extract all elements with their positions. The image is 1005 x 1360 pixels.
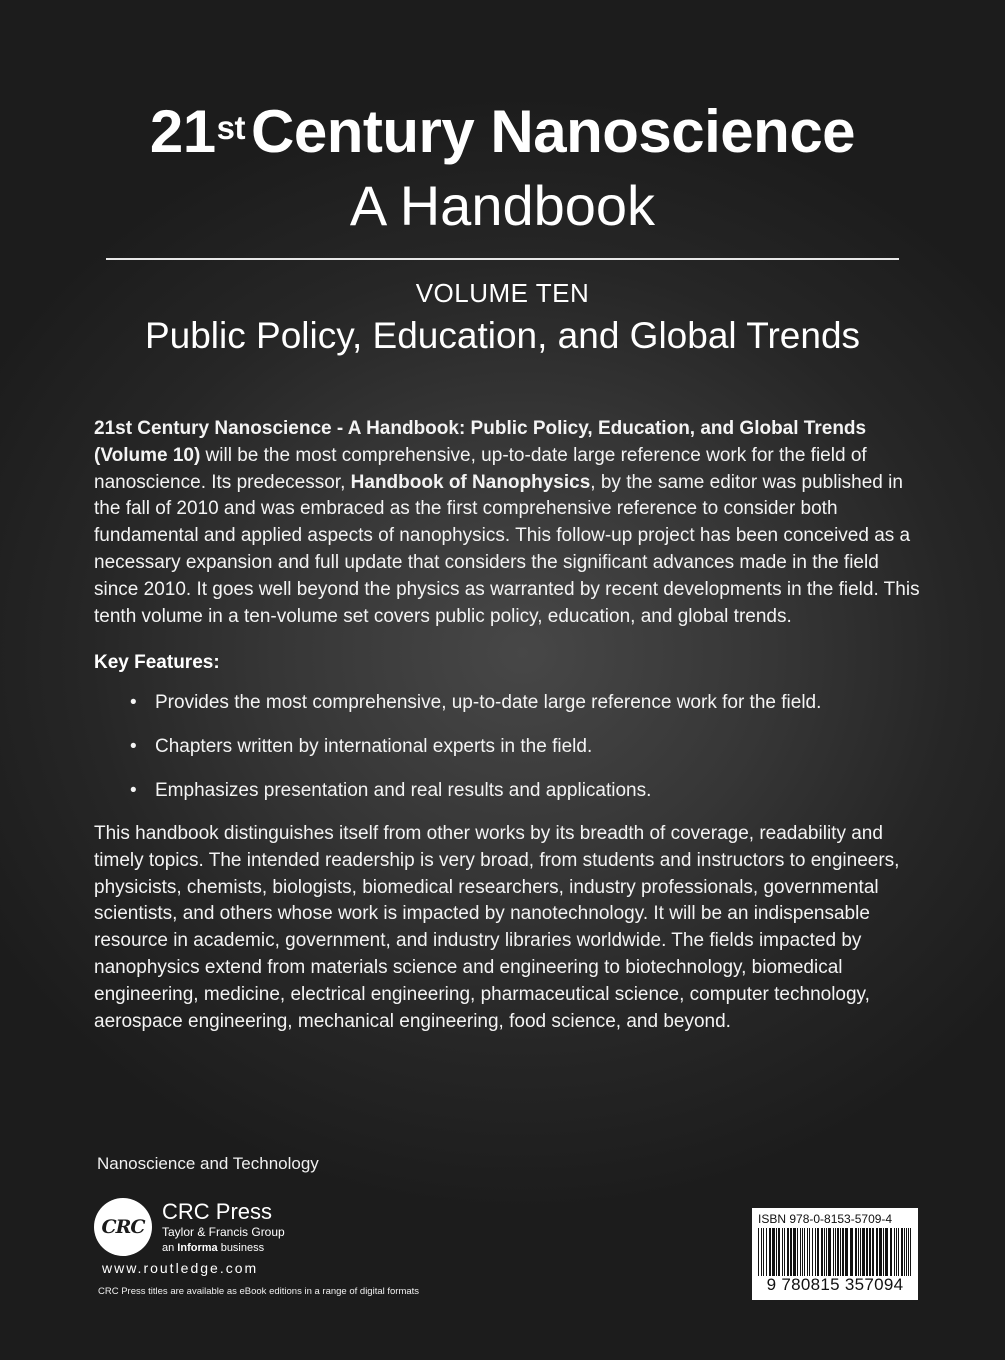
- publisher-url: www.routledge.com: [102, 1260, 259, 1276]
- intro-text-1: will be the most comprehensive, up-to-date large reference work for the field of nanoscience. Its predecessor,: [94, 444, 867, 493]
- bullet-icon: •: [130, 692, 137, 713]
- barcode-digits: 9 780815 357094: [766, 1275, 904, 1294]
- isbn-barcode: [752, 1208, 918, 1300]
- volume-label: VOLUME TEN: [415, 278, 590, 308]
- publisher-name: CRC Press: [162, 1199, 273, 1224]
- intro-paragraph: [94, 416, 924, 630]
- list-item: [130, 734, 821, 778]
- description-paragraph: This handbook distinguishes itself from other works by its breadth of coverage, readability and timely topics. The intended readership is very broad, from students and instructors to engineers, physicists, chemists, biologists, biomedical researchers, industry professionals, governmental scientists, and others whose work is impacted by nanotechnology. It will be an indispensable resource in academic, government, and industry libraries worldwide. The fields impacted by nanophysics extend from materials science and engineering to biotechnology, biomedical engineering, medicine, electrical engineering, pharmaceutical science, computer technology, aerospace engineering, mechanical engineering, food science, and beyond.: [94, 823, 900, 1032]
- barcode-icon: [756, 1228, 914, 1276]
- intro-text-2: , by the same editor was published in the fall of 2010 and was embraced as the first comprehensive reference to consider both fundamental and applied aspects of nanophysics. This follow-up project has been conceived as a necessary expansion and full update that considers the significant advances made in the field since 2010. It goes well beyond the physics as warranted by recent developments in the field. This tenth volume in a ten-volume set covers public policy, education, and global trends.: [94, 471, 920, 627]
- feature-text: Provides the most comprehensive, up-to-date large reference work for the field.: [155, 692, 822, 713]
- feature-text: Emphasizes presentation and real results and applications.: [155, 780, 652, 801]
- title-main: Century Nanoscience: [251, 98, 856, 165]
- crc-logo-icon: CRC: [94, 1198, 152, 1256]
- title-prefix: 21: [149, 98, 216, 165]
- list-item: [130, 690, 821, 734]
- bullet-icon: •: [130, 780, 137, 801]
- series-name: Nanoscience and Technology: [97, 1154, 319, 1173]
- title-superscript: st: [216, 109, 246, 146]
- publisher-business: [162, 1240, 264, 1256]
- business-bold: Informa: [177, 1242, 218, 1254]
- intro-bold-predecessor: Handbook of Nanophysics: [350, 471, 591, 493]
- book-title: [0, 96, 1005, 168]
- title-divider: [106, 258, 899, 260]
- key-features-heading: Key Features:: [94, 652, 220, 673]
- feature-text: Chapters written by international experts in the field.: [155, 736, 593, 757]
- list-item: [130, 778, 821, 822]
- intro-bold-title: 21st Century Nanoscience - A Handbook: Public Policy, Education, and Global Trends (Volume 10): [94, 418, 867, 466]
- ebook-note: CRC Press titles are available as eBook editions in a range of digital formats: [98, 1286, 420, 1297]
- book-subtitle: A Handbook: [349, 174, 656, 237]
- volume-title: Public Policy, Education, and Global Trends: [144, 315, 861, 356]
- key-features-list: [130, 690, 821, 822]
- business-prefix: an: [162, 1242, 178, 1254]
- business-suffix: business: [217, 1242, 265, 1254]
- bullet-icon: •: [130, 736, 137, 757]
- publisher-group: Taylor & Francis Group: [162, 1225, 285, 1239]
- isbn-number: ISBN 978-0-8153-5709-4: [758, 1212, 893, 1226]
